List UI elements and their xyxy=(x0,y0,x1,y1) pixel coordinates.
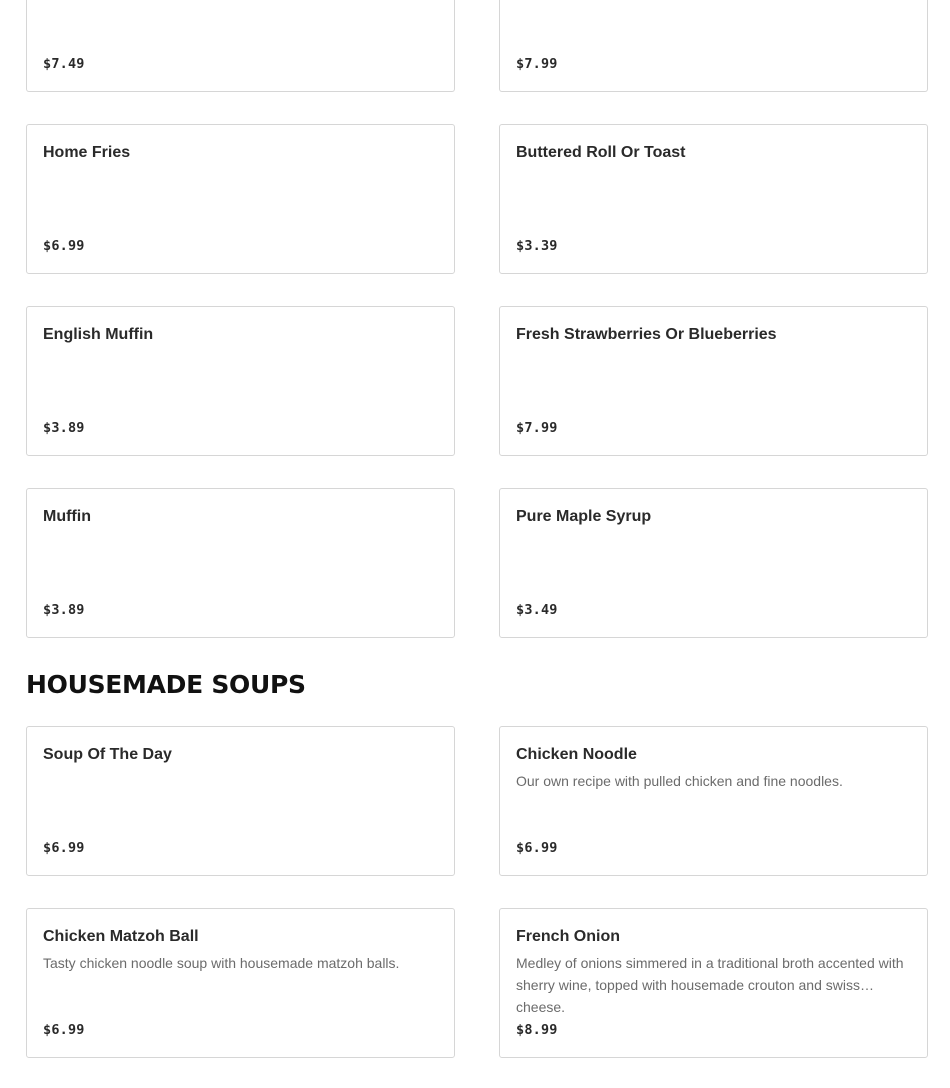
menu-item-card[interactable] xyxy=(26,908,455,1058)
menu-item-card[interactable] xyxy=(499,726,928,876)
item-name: Muffin xyxy=(43,508,91,525)
item-name: Home Fries xyxy=(43,144,131,161)
item-price: $8.99 xyxy=(516,1022,558,1038)
item-price: $6.99 xyxy=(43,1022,85,1038)
item-name: Soup Of The Day xyxy=(43,746,172,763)
item-price: $3.89 xyxy=(43,420,85,436)
item-description: Medley of onions simmered in a traditional broth accented with sherry wine, topped with housemade crouton and swiss cheese. xyxy=(516,955,904,1015)
item-price: $7.99 xyxy=(516,420,558,436)
item-name: Pure Maple Syrup xyxy=(516,508,652,525)
item-name: English Muffin xyxy=(43,326,154,343)
item-name: French Onion xyxy=(516,928,620,945)
item-name: Fresh Strawberries Or Blueberries xyxy=(516,326,777,343)
menu-item-card[interactable] xyxy=(26,124,455,274)
section-title: HOUSEMADE SOUPS xyxy=(26,670,306,699)
item-name: Buttered Roll Or Toast xyxy=(516,144,686,161)
menu-grid-sides xyxy=(26,0,928,638)
item-name: Chicken Noodle xyxy=(516,746,637,763)
menu-item-card[interactable] xyxy=(26,488,455,638)
menu-item-card[interactable] xyxy=(499,0,928,92)
menu-item-card[interactable] xyxy=(499,488,928,638)
item-price: $7.49 xyxy=(43,56,85,72)
item-description: Tasty chicken noodle soup with housemade matzoh balls. xyxy=(43,955,400,971)
menu-grid-soups xyxy=(26,726,928,1058)
menu-item-card[interactable] xyxy=(499,908,928,1058)
item-name: Chicken Matzoh Ball xyxy=(43,928,199,945)
menu-item-card[interactable] xyxy=(26,306,455,456)
item-price: $7.99 xyxy=(516,56,558,72)
menu-item-card[interactable] xyxy=(26,726,455,876)
menu-item-card[interactable] xyxy=(499,306,928,456)
item-price: $3.89 xyxy=(43,602,85,618)
menu-page xyxy=(26,0,928,1058)
item-price: $6.99 xyxy=(516,840,558,856)
menu-item-card[interactable] xyxy=(26,0,455,92)
item-price: $3.39 xyxy=(516,238,558,254)
item-price: $3.49 xyxy=(516,602,558,618)
item-price: $6.99 xyxy=(43,840,85,856)
menu-item-card[interactable] xyxy=(499,124,928,274)
item-price: $6.99 xyxy=(43,238,85,254)
item-description: Our own recipe with pulled chicken and fine noodles. xyxy=(516,773,843,789)
